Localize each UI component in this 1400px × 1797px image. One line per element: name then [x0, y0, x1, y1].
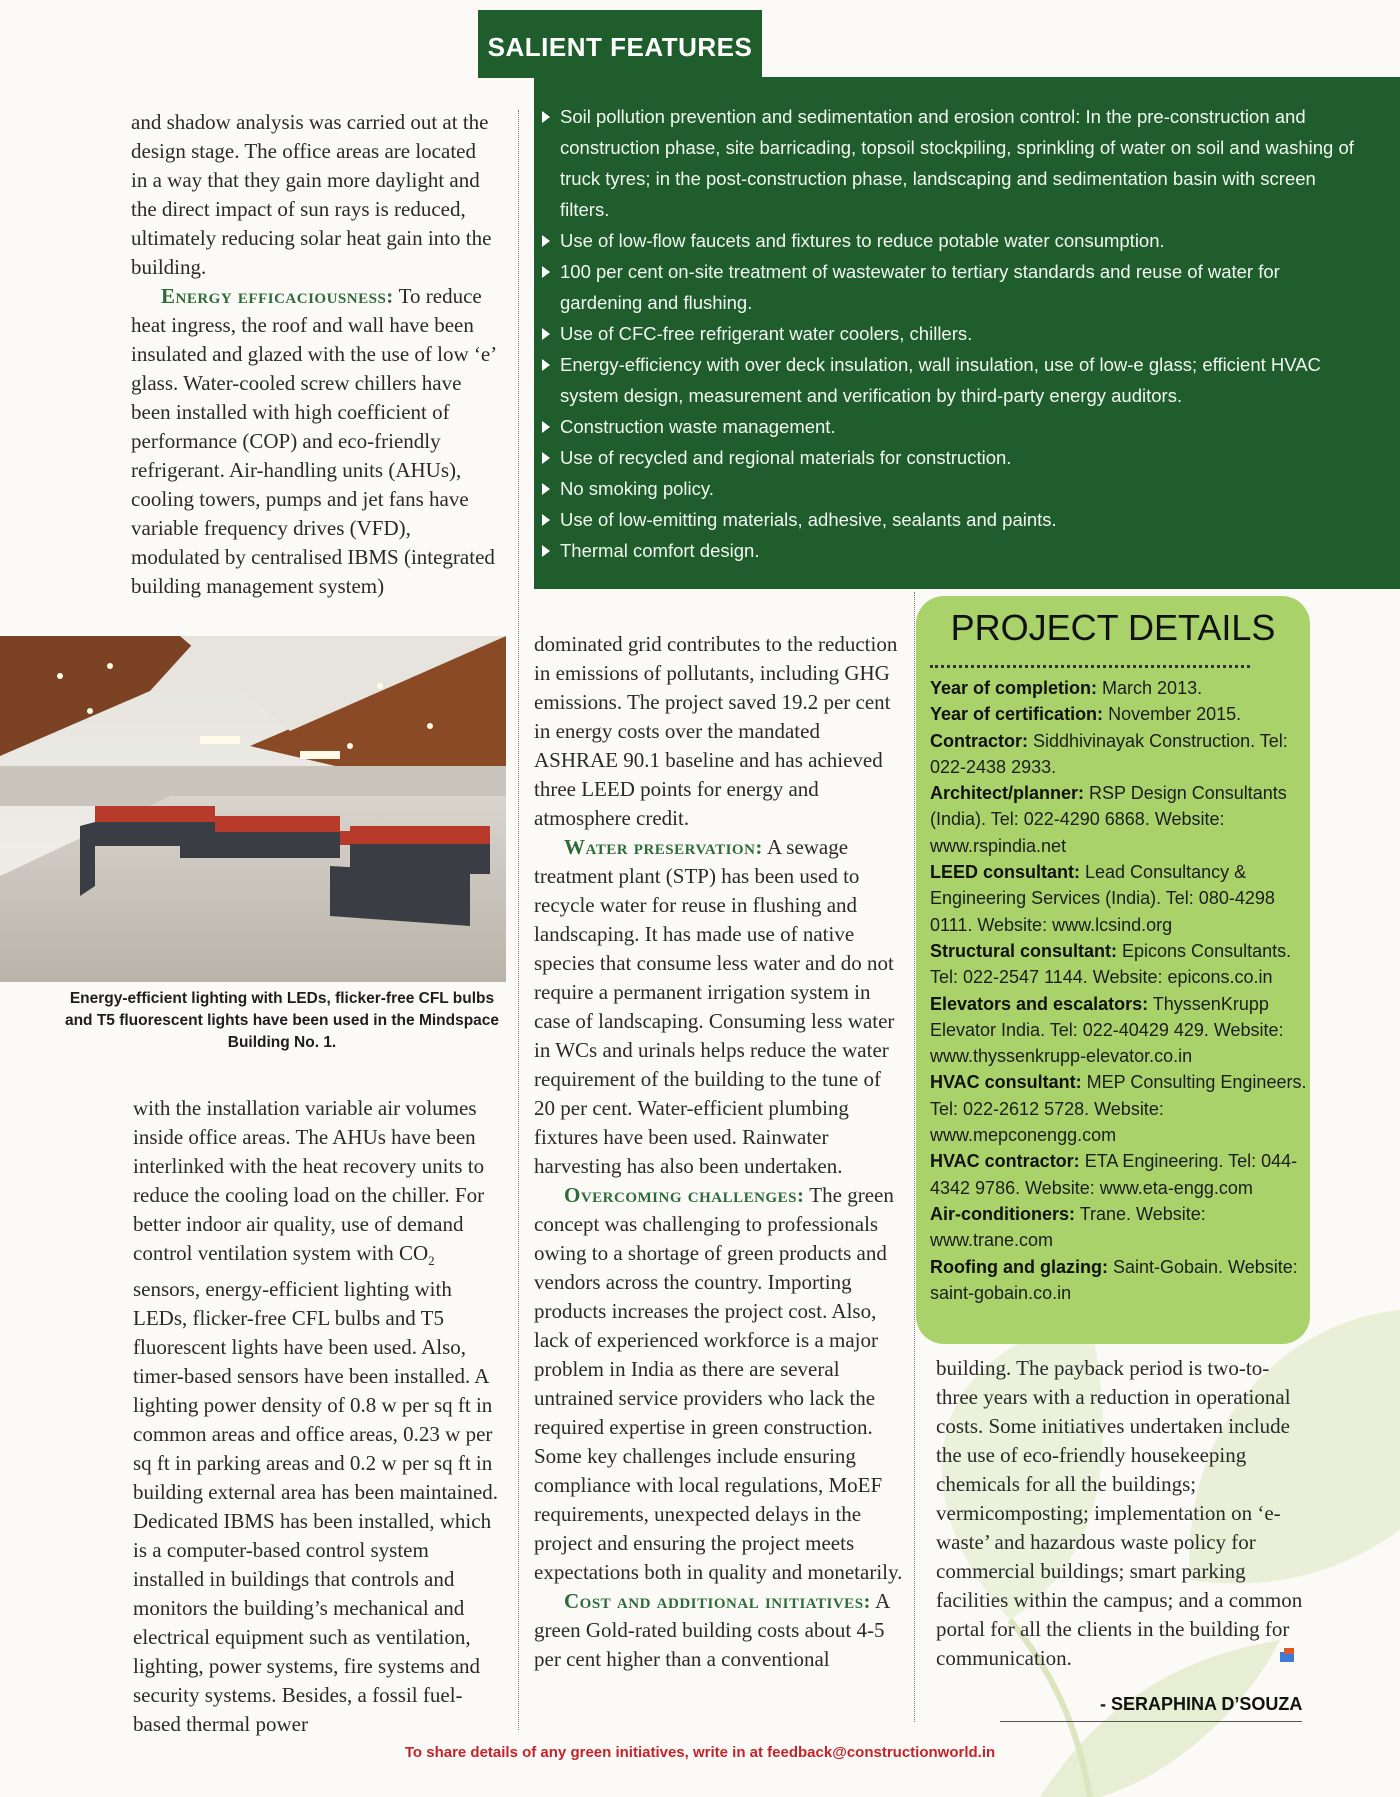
paragraph: with the installation variable air volumes inside office areas. The AHUs have been interlinked with the heat recovery units to reduce the cooling load on the chiller. For better indoor air quality, use of demand control ventilation system with $CO_2$ sensors, energy-efficient lighting with LEDs, flicker-free CFL bulbs and T5 fluorescent lights have been used. Also, timer-based sensors have been installed. A lighting power density of 0.8 w per sq ft in common areas and office areas, 0.23 w per sq ft in parking areas and 0.2 w per sq ft in building external area has been maintained. Dedicated IBMS has been installed, which is a computer-based control system installed in buildings that controls and monitors the building’s mechanical and electrical equipment such as ventilation, lighting, power systems, fire systems and security systems. Besides, a fossil fuel-based thermal power — [133, 1096, 499, 1737]
photo-caption: Energy-efficient lighting with LEDs, flicker-free CFL bulbs and T5 fluorescent lights have been used in the Mindspace Building No. 1. — [64, 990, 500, 1051]
end-mark-icon — [1278, 1646, 1298, 1664]
feature-item: 100 per cent on-site treatment of wastewater to tertiary standards and reuse of water for gardening and flushing. — [538, 256, 1360, 318]
feature-item: Energy-efficiency with over deck insulation, wall insulation, use of low-e glass; efficient HVAC system design, measurement and verification by third-party energy auditors. — [538, 349, 1360, 411]
bullet-arrow-icon — [542, 235, 550, 247]
feature-item: Thermal comfort design. — [538, 535, 1360, 566]
subscript: 2 — [428, 1253, 435, 1269]
detail-entry: LEED consultant: Lead Consultancy & Engineering Services (India). Tel: 080-4298 0111. Website: www.lcsind.org — [930, 862, 1275, 935]
feature-item: Soil pollution prevention and sedimentation and erosion control: In the pre-construction and construction phase, site barricading, topsoil stockpiling, sprinkling of water on soil and washing of truck tyres; in the post-construction phase, landscaping and sedimentation basin with screen filters. — [538, 101, 1360, 225]
subheading-energy: Energy efficaciousness: — [161, 284, 394, 308]
subheading-cost: Cost and additional initiatives: — [564, 1589, 872, 1613]
detail-entry: Year of certification: November 2015. — [930, 704, 1242, 725]
feature-item: Use of low-flow faucets and fixtures to reduce potable water consumption. — [538, 225, 1360, 256]
bullet-arrow-icon — [542, 452, 550, 464]
feature-item: Use of CFC-free refrigerant water coolers, chillers. — [538, 318, 1360, 349]
detail-entry: Air-conditioners: Trane. Website: www.trane.com — [930, 1203, 1206, 1251]
salient-features-box — [534, 77, 1400, 589]
article-column-1-bottom — [133, 1094, 503, 1739]
paragraph-challenges: Overcoming challenges: The green concept was challenging to professionals owing to a shortage of green products and vendors across the country. Importing products increases the project cost. Also, lack of experienced workforce is a major problem in India as there are several untrained service providers who lack the required expertise in green construction. Some key challenges include ensuring compliance with local regulations, MoEF requirements, unexpected delays in the project and ensuring the project meets expectations both in quality and monetarily. — [534, 1183, 903, 1584]
bullet-arrow-icon — [542, 421, 550, 433]
feature-item: Use of low-emitting materials, adhesive, sealants and paints. — [538, 504, 1360, 535]
detail-entry: Contractor: Siddhivinayak Construction. Tel: 022-2438 2933. — [930, 730, 1288, 777]
paragraph: and shadow analysis was carried out at the design stage. The office areas are located in a way that they gain more daylight and the direct impact of sun rays is reduced, ultimately reducing solar heat gain into the building. — [131, 110, 492, 279]
subheading-challenges: Overcoming challenges: — [564, 1183, 805, 1207]
office-interior-photo — [0, 636, 506, 982]
bullet-arrow-icon — [542, 514, 550, 526]
detail-entry: Year of completion: March 2013. — [930, 678, 1203, 698]
salient-features-heading: SALIENT FEATURES — [478, 10, 762, 78]
bullet-arrow-icon — [542, 328, 550, 340]
detail-entry: HVAC contractor: ETA Engineering. Tel: 044-4342 9786. Website: www.eta-engg.com — [930, 1151, 1298, 1198]
detail-entry: HVAC consultant: MEP Consulting Engineers. Tel: 022-2612 5728. Website: www.mepconengg.com — [930, 1072, 1307, 1146]
bullet-arrow-icon — [542, 111, 550, 123]
feature-item: Use of recycled and regional materials for construction. — [538, 442, 1360, 473]
dotted-divider — [930, 665, 1250, 668]
author-byline: - SERAPHINA D’SOUZA — [1100, 1694, 1303, 1714]
project-details-list — [930, 675, 1310, 1306]
bullet-arrow-icon — [542, 266, 550, 278]
detail-entry: Roofing and glazing: Saint-Gobain. Website: saint-gobain.co.in — [930, 1256, 1298, 1303]
paragraph-energy: Energy efficaciousness: To reduce heat ingress, the roof and wall have been insulated and glazed with the use of low ‘e’ glass. Water-cooled screw chillers have been installed with high coefficient of performance (COP) and eco-friendly refrigerant. Air-handling units (AHUs), cooling towers, pumps and jet fans have variable frequency drives (VFD), modulated by centralised IBMS (integrated building management system) — [131, 284, 496, 598]
paragraph: building. The payback period is two-to-three years with a reduction in operational costs. Some initiatives undertaken include the use of eco-friendly housekeeping chemicals for all the buildings; vermicomposting; implementation on ‘e-waste’ and hazardous waste policy for commercial buildings; smart parking facilities within the campus; and a common portal for all the clients in the building for communication. — [936, 1356, 1303, 1670]
paragraph: dominated grid contributes to the reduction in emissions of pollutants, including GHG emissions. The project saved 19.2 per cent in energy costs over the mandated ASHRAE 90.1 baseline and has achieved three LEED points for energy and atmosphere credit. — [534, 632, 898, 830]
detail-entry: Structural consultant: Epicons Consultants. Tel: 022-2547 1144. Website: epicons.co.in — [930, 940, 1292, 988]
column-divider — [914, 592, 915, 1722]
detail-entry: Architect/planner: RSP Design Consultants (India). Tel: 022-4290 6868. Website: www.rspindia.net — [930, 783, 1287, 856]
subheading-water: Water preservation: — [564, 835, 763, 859]
salient-features-list — [534, 77, 1400, 566]
column-divider — [518, 110, 519, 1730]
byline-rule — [1000, 1721, 1302, 1722]
project-details-title: PROJECT DETAILS — [950, 607, 1276, 648]
paragraph-cost: Cost and additional initiatives: A green Gold-rated building costs about 4-5 per cent higher than a conventional — [534, 1589, 890, 1671]
feature-item: Construction waste management. — [538, 411, 1360, 442]
bullet-arrow-icon — [542, 359, 550, 371]
article-column-3-bottom — [936, 1354, 1306, 1673]
bullet-arrow-icon — [542, 545, 550, 557]
article-column-2 — [534, 630, 904, 1674]
article-column-1-top — [131, 108, 496, 601]
paragraph-water: Water preservation: A sewage treatment plant (STP) has been used to recycle water for reuse in flushing and landscaping. It has made use of native species that consume less water and do not require a permanent irrigation system in case of landscaping. Consuming less water in WCs and urinals helps reduce the water requirement of the building to the tune of 20 per cent. Water-efficient plumbing fixtures have been used. Rainwater harvesting has also been undertaken. — [534, 835, 895, 1178]
feature-item: No smoking policy. — [538, 473, 1360, 504]
detail-entry: Elevators and escalators: ThyssenKrupp Elevator India. Tel: 022-40429 429. Website: www.thyssenkrupp-elevator.co.in — [930, 993, 1284, 1067]
bullet-arrow-icon — [542, 483, 550, 495]
footer-note: To share details of any green initiatives, write in at feedback@constructionworld.in — [404, 1744, 996, 1761]
